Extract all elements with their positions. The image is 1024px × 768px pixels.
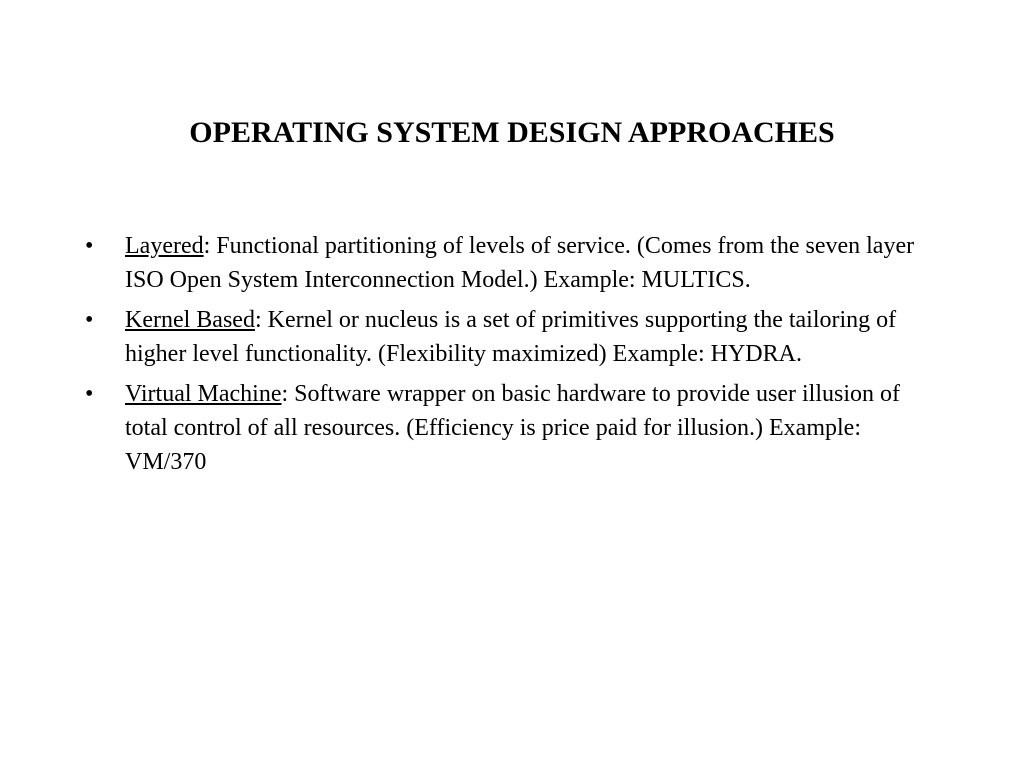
bullet-item-layered <box>85 229 945 297</box>
bullet-text: : Kernel or nucleus is a set of primitives supporting the tailoring of higher level functionality. (Flexibility maximized) Example: HYDRA. <box>125 307 897 367</box>
bullet-item-virtual-machine <box>85 377 945 479</box>
slide-title: OPERATING SYSTEM DESIGN APPROACHES <box>189 116 835 149</box>
bullet-icon: • <box>85 381 94 407</box>
bullet-text: : Functional partitioning of levels of service. (Comes from the seven layer ISO Open System Interconnection Model.) Example: MULTICS. <box>125 233 915 293</box>
bullet-list <box>85 229 945 485</box>
bullet-icon: • <box>85 233 94 259</box>
bullet-term: Layered <box>125 233 204 259</box>
bullet-item-kernel-based <box>85 303 945 371</box>
bullet-term: Kernel Based <box>125 307 255 333</box>
bullet-term: Virtual Machine <box>125 381 282 407</box>
bullet-icon: • <box>85 307 94 333</box>
bullet-text: : Software wrapper on basic hardware to provide user illusion of total control of all resources. (Efficiency is price paid for illusion.) Example: VM/370 <box>125 381 900 475</box>
